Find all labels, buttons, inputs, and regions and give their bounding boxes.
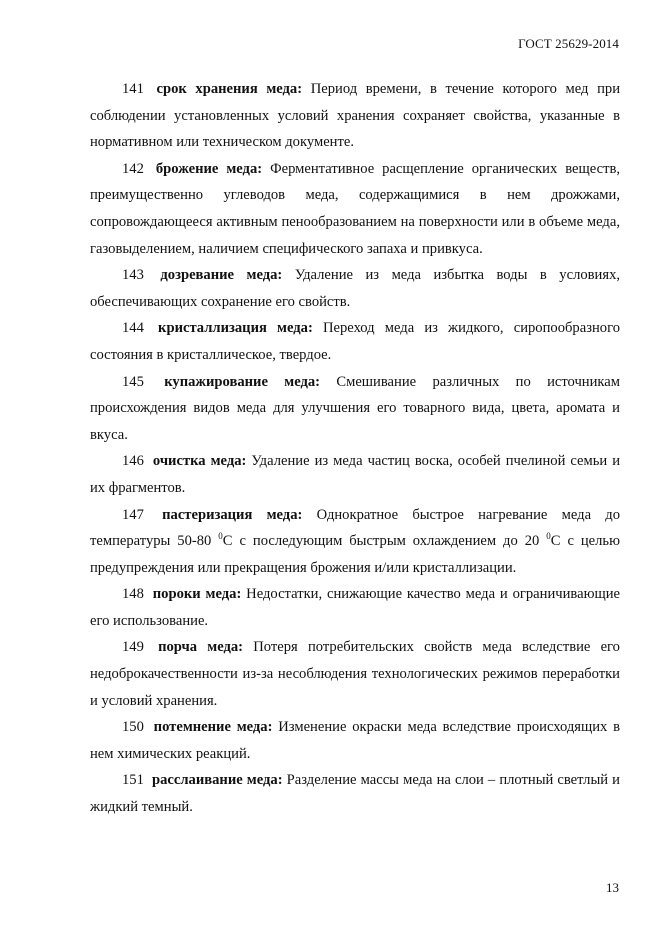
entry-number: 143 — [122, 267, 144, 284]
term-title: купажирование меда: — [164, 373, 321, 390]
term-entry-151 — [90, 767, 620, 820]
term-definition: Удаление из меда избытка воды в условиях, обеспечивающих сохранение его свойств. — [90, 267, 621, 310]
entry-number: 148 — [122, 586, 144, 603]
term-entry-141 — [90, 76, 620, 156]
term-title: кристаллизация меда: — [158, 320, 313, 337]
standard-designation: ГОСТ 25629-2014 — [518, 36, 619, 51]
term-title: расслаивание меда: — [151, 772, 283, 789]
term-entry-145 — [90, 369, 620, 449]
term-definition: Удаление из меда частиц воска, особей пчелиной семьи и их фрагментов. — [90, 453, 621, 496]
term-definition: Переход меда из жидкого, сиропообразного состояния в кристаллическое, твердое. — [90, 320, 620, 363]
term-definition: Потеря потребительских свойств меда вследствие его недоброкачественности из-за несоблюдения технологических режимов переработки и условий хранения. — [90, 639, 620, 709]
term-definition: Период времени, в течение которого мед при соблюдении установленных условий хранения сохраняет свойства, указанные в нормативном или техническом документе. — [90, 81, 620, 151]
entry-number: 144 — [122, 320, 144, 337]
term-definition: Недостатки, снижающие качество меда и ограничивающие его использование. — [90, 586, 621, 629]
entry-number: 145 — [122, 373, 144, 390]
term-definition: Ферментативное расщепление органических веществ, преимущественно углеводов меда, содержащимися в нем дрожжами, сопровождающееся активным пенообразованием на поверхности или в объеме меда, газовыделением, наличием специфического запаха и привкуса. — [90, 160, 620, 257]
term-entry-142 — [90, 156, 620, 262]
term-title: пороки меда: — [152, 586, 242, 603]
term-entry-149 — [90, 634, 620, 714]
term-title: брожение меда: — [155, 160, 263, 177]
term-entry-146 — [90, 448, 620, 501]
term-title: дозревание меда: — [160, 267, 283, 284]
entry-number: 147 — [122, 506, 144, 523]
term-definition: Разделение массы меда на слои – плотный светлый и жидкий темный. — [90, 772, 620, 816]
page-number: 13 — [606, 880, 619, 895]
degree-superscript: 0 — [218, 531, 223, 542]
term-title: порча меда: — [158, 639, 244, 656]
term-definition: Смешивание различных по источникам происхождения видов меда для улучшения его товарного вида, цвета, аромата и вкуса. — [90, 373, 621, 443]
term-definition: Изменение окраски меда вследствие происходящих в нем химических реакций. — [90, 719, 620, 762]
term-entry-147 — [90, 502, 620, 582]
term-definition-part: C с целью предупреждения или прекращения брожения и/или кристаллизации. — [90, 533, 620, 576]
term-title: пастеризация меда: — [162, 506, 303, 523]
term-definition-part: C с последующим быстрым охлаждением до 20 — [222, 533, 547, 550]
entry-number: 142 — [122, 160, 144, 177]
term-title: очистка меда: — [152, 453, 247, 470]
term-entry-150 — [90, 714, 620, 767]
term-entry-144 — [90, 315, 620, 368]
term-title: потемнение меда: — [153, 719, 273, 736]
entry-number: 150 — [122, 719, 144, 736]
degree-superscript: 0 — [546, 531, 551, 542]
term-entry-148 — [90, 581, 620, 634]
term-entry-143 — [90, 262, 620, 315]
entry-number: 146 — [122, 453, 144, 470]
entry-number: 151 — [122, 772, 144, 789]
term-definition-part: Однократное быстрое нагревание меда до температуры 50-80 — [90, 506, 621, 550]
terms-list — [90, 76, 620, 821]
entry-number: 149 — [122, 639, 144, 656]
entry-number: 141 — [122, 81, 144, 97]
term-title: срок хранения меда: — [156, 81, 303, 97]
